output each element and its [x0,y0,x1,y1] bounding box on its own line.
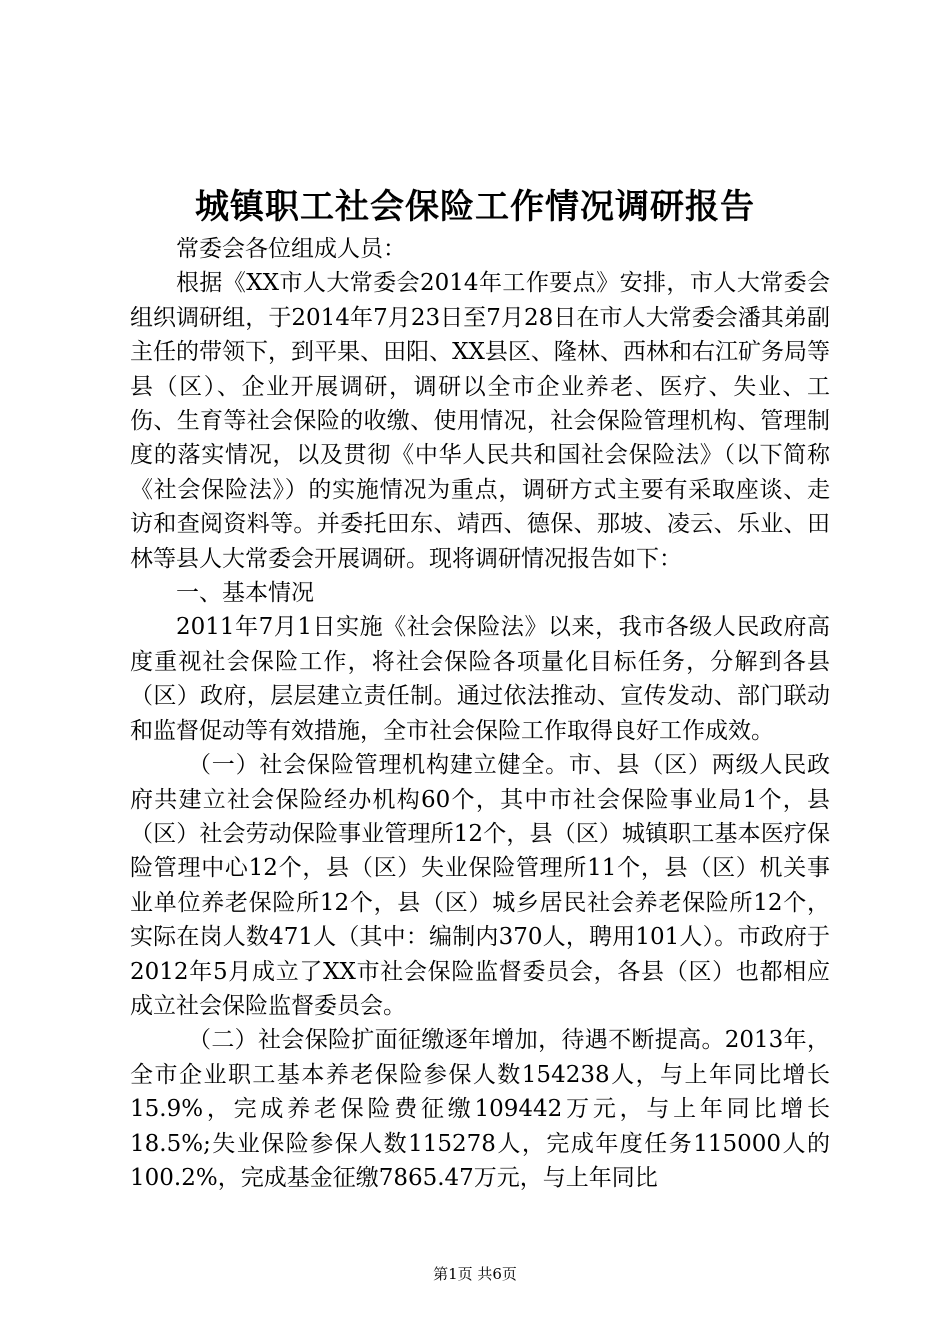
subsection-two-paragraph: （二）社会保险扩面征缴逐年增加，待遇不断提高。2013年，全市企业职工基本养老保险参保人数154238人，与上年同比增长15.9%，完成养老保险费征缴109442万元，与上年同比增长18.5%;失业保险参保人数115278人，完成年度任务115000人的100.2%，完成基金征缴7865.47万元，与上年同比 [130,1027,830,1191]
section-heading: 一、基本情况 [176,580,314,607]
document-title: 城镇职工社会保险工作情况调研报告 [195,187,755,227]
intro-paragraph: 根据《XX市人大常委会2014年工作要点》安排，市人大常委会组织调研组，于2014年7月23日至7月28日在市人大常委会潘其弟副主任的带领下，到平果、田阳、XX县区、隆林、西林和右江矿务局等县（区）、企业开展调研，调研以全市企业养老、医疗、失业、工伤、生育等社会保险的收缴、使用情况，社会保险管理机构、管理制度的落实情况，以及贯彻《中华人民共和国社会保险法》（以下简称《社会保险法》）的实施情况为重点，调研方式主要有采取座谈、走访和查阅资料等。并委托田东、靖西、德保、那坡、凌云、乐业、田林等县人大常委会开展调研。现将调研情况报告如下： [130,270,830,572]
subsection-one-paragraph: （一）社会保险管理机构建立健全。市、县（区）两级人民政府共建立社会保险经办机构60个，其中市社会保险事业局1个，县（区）社会劳动保险事业管理所12个，县（区）城镇职工基本医疗保险管理中心12个，县（区）失业保险管理所11个，县（区）机关事业单位养老保险所12个，县（区）城乡居民社会养老保险所12个，实际在岗人数471人（其中：编制内370人，聘用101人）。市政府于2012年5月成立了XX市社会保险监督委员会，各县（区）也都相应成立社会保险监督委员会。 [130,752,830,1019]
document-body [130,232,830,1195]
basic-situation-paragraph: 2011年7月1日实施《社会保险法》以来，我市各级人民政府高度重视社会保险工作，将社会保险各项量化目标任务，分解到各县（区）政府，层层建立责任制。通过依法推动、宣传发动、部门联动和监督促动等有效措施，全市社会保险工作取得良好工作成效。 [130,614,830,744]
salutation-paragraph: 常委会各位组成人员： [176,236,406,262]
page-footer: 第1页 共6页 [433,1265,517,1283]
